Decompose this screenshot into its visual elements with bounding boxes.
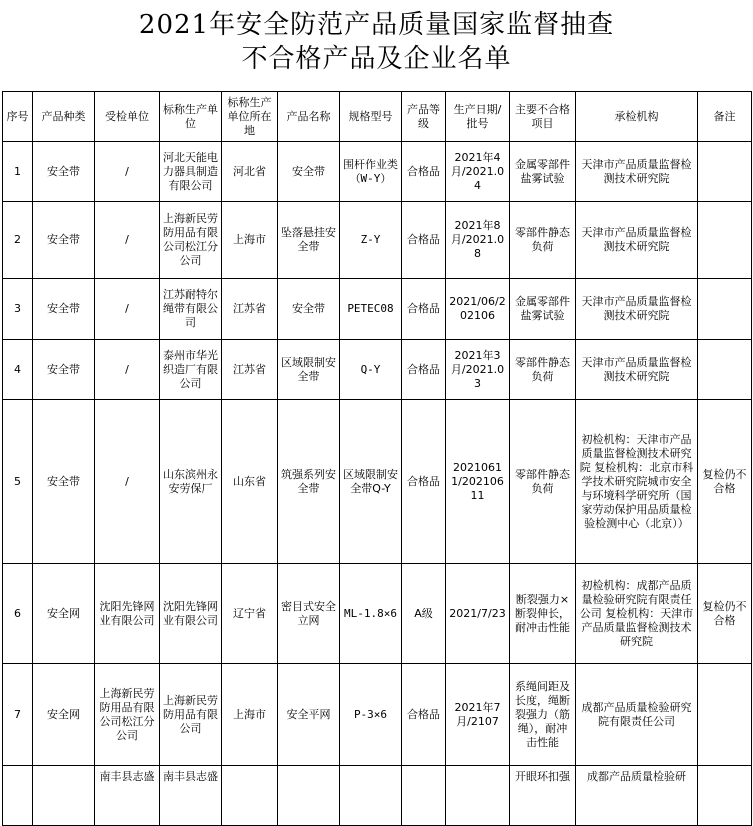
cell-category: 安全网 <box>33 664 95 766</box>
cell-remark <box>698 664 752 766</box>
cell-remark <box>698 279 752 340</box>
cell-grade: A级 <box>402 564 446 664</box>
cell-producer: 上海新民劳防用品有限公司 <box>160 664 222 766</box>
cell-defect: 开眼环扣强 <box>510 766 576 826</box>
cell-producer: 山东滨州永安劳保厂 <box>160 400 222 564</box>
header-cell: 产品种类 <box>33 92 95 142</box>
cell-product: 安全平网 <box>278 664 340 766</box>
cell-inspected: / <box>95 202 160 279</box>
cell-date: 2021/06/202106 <box>446 279 510 340</box>
cell-product: 安全带 <box>278 279 340 340</box>
header-cell: 标称生产单位 <box>160 92 222 142</box>
cell-date: 2021年3月/2021.03 <box>446 340 510 400</box>
cell-inspected: 沈阳先锋网业有限公司 <box>95 564 160 664</box>
cell-producer: 泰州市华光织造厂有限公司 <box>160 340 222 400</box>
cell-spec: Q-Y <box>340 340 402 400</box>
cell-producer: 上海新民劳防用品有限公司松江分公司 <box>160 202 222 279</box>
cell-remark <box>698 202 752 279</box>
cell-spec: P-3×6 <box>340 664 402 766</box>
cell-grade: 合格品 <box>402 400 446 564</box>
cell-location: 上海市 <box>222 202 278 279</box>
cell-producer: 江苏耐特尔绳带有限公司 <box>160 279 222 340</box>
cell-defect: 金属零部件盐雾试验 <box>510 279 576 340</box>
cell-inspected: / <box>95 279 160 340</box>
table-header-row <box>3 92 752 142</box>
header-cell: 规格型号 <box>340 92 402 142</box>
cell-lab: 天津市产品质量监督检测技术研究院 <box>576 202 698 279</box>
cell-remark <box>698 142 752 202</box>
table-row <box>3 279 752 340</box>
cell-location: 江苏省 <box>222 340 278 400</box>
cell-lab: 天津市产品质量监督检测技术研究院 <box>576 279 698 340</box>
cell-location: 江苏省 <box>222 279 278 340</box>
cell-defect: 零部件静态负荷 <box>510 202 576 279</box>
cell-location: 河北省 <box>222 142 278 202</box>
cell-defect: 系绳间距及长度，绳断裂强力（筋绳），耐冲击性能 <box>510 664 576 766</box>
cell-location: 山东省 <box>222 400 278 564</box>
header-cell: 产品名称 <box>278 92 340 142</box>
cell-no: 5 <box>3 400 33 564</box>
cell-product: 坠落悬挂安全带 <box>278 202 340 279</box>
cell-category: 安全带 <box>33 400 95 564</box>
cell-grade: 合格品 <box>402 664 446 766</box>
cell-spec: Z-Y <box>340 202 402 279</box>
cell-lab: 天津市产品质量监督检测技术研究院 <box>576 142 698 202</box>
cell-grade: 合格品 <box>402 142 446 202</box>
cell-remark: 复检仍不合格 <box>698 564 752 664</box>
cell-remark <box>698 340 752 400</box>
cell-defect: 金属零部件盐雾试验 <box>510 142 576 202</box>
cell-lab: 初检机构：成都产品质量检验研究院有限责任公司 复检机构：天津市产品质量监督检测技术研究院 <box>576 564 698 664</box>
cell-spec: 围杆作业类（W-Y） <box>340 142 402 202</box>
cell-defect: 零部件静态负荷 <box>510 400 576 564</box>
cell-date: 2021年7月/2107 <box>446 664 510 766</box>
cell-defect: 零部件静态负荷 <box>510 340 576 400</box>
cell-location: 上海市 <box>222 664 278 766</box>
table-row <box>3 664 752 766</box>
cell-date: 2021年8月/2021.08 <box>446 202 510 279</box>
cell-category: 安全带 <box>33 202 95 279</box>
cell-spec: 区域限制安全带Q-Y <box>340 400 402 564</box>
cell-lab: 天津市产品质量监督检测技术研究院 <box>576 340 698 400</box>
cell-no: 3 <box>3 279 33 340</box>
cell-spec: ML-1.8×6 <box>340 564 402 664</box>
header-cell: 序号 <box>3 92 33 142</box>
cell-product: 筑强系列安全带 <box>278 400 340 564</box>
header-cell: 生产日期/批号 <box>446 92 510 142</box>
cell-category: 安全带 <box>33 142 95 202</box>
document-title <box>0 8 753 76</box>
cell-category: 安全带 <box>33 279 95 340</box>
title-line-2: 不合格产品及企业名单 <box>241 44 512 74</box>
cell-inspected: / <box>95 340 160 400</box>
cell-inspected: 南丰县志盛 <box>95 766 160 826</box>
noncompliant-products-table <box>2 91 752 826</box>
table-row <box>3 202 752 279</box>
cell-inspected: 上海新民劳防用品有限公司松江分公司 <box>95 664 160 766</box>
cell-no: 1 <box>3 142 33 202</box>
cell-category: 安全带 <box>33 340 95 400</box>
cell-producer: 河北天能电力器具制造有限公司 <box>160 142 222 202</box>
cell-date: 2021年4月/2021.04 <box>446 142 510 202</box>
cell-producer: 南丰县志盛 <box>160 766 222 826</box>
table-row <box>3 564 752 664</box>
cell-remark: 复检仍不合格 <box>698 400 752 564</box>
cell-no: 7 <box>3 664 33 766</box>
cell-producer: 沈阳先锋网业有限公司 <box>160 564 222 664</box>
header-cell: 备注 <box>698 92 752 142</box>
cell-spec: PETEC08 <box>340 279 402 340</box>
table-row <box>3 340 752 400</box>
cell-no: 6 <box>3 564 33 664</box>
cell-category: 安全网 <box>33 564 95 664</box>
header-cell: 标称生产单位所在地 <box>222 92 278 142</box>
cell-grade: 合格品 <box>402 340 446 400</box>
cell-defect: 断裂强力×断裂伸长，耐冲击性能 <box>510 564 576 664</box>
cell-location: 辽宁省 <box>222 564 278 664</box>
cell-product: 安全带 <box>278 142 340 202</box>
cell-no: 2 <box>3 202 33 279</box>
table-row <box>3 142 752 202</box>
cell-date: 2021/7/23 <box>446 564 510 664</box>
cell-lab: 初检机构：天津市产品质量监督检测技术研究院 复检机构：北京市科学技术研究院城市安全与环境科学研究所（国家劳动保护用品质量检验检测中心（北京）） <box>576 400 698 564</box>
cell-inspected: / <box>95 142 160 202</box>
title-line-1: 2021年安全防范产品质量国家监督抽查 <box>138 10 615 40</box>
cell-grade: 合格品 <box>402 202 446 279</box>
cell-date: 20210611/20210611 <box>446 400 510 564</box>
cell-grade: 合格品 <box>402 279 446 340</box>
header-cell: 产品等级 <box>402 92 446 142</box>
cell-lab: 成都产品质量检验研究院有限责任公司 <box>576 664 698 766</box>
cell-inspected: / <box>95 400 160 564</box>
header-cell: 主要不合格项目 <box>510 92 576 142</box>
table-row <box>3 400 752 564</box>
header-cell: 受检单位 <box>95 92 160 142</box>
cell-product: 区域限制安全带 <box>278 340 340 400</box>
header-cell: 承检机构 <box>576 92 698 142</box>
cell-product: 密目式安全立网 <box>278 564 340 664</box>
cell-lab: 成都产品质量检验研 <box>576 766 698 826</box>
cell-no: 4 <box>3 340 33 400</box>
